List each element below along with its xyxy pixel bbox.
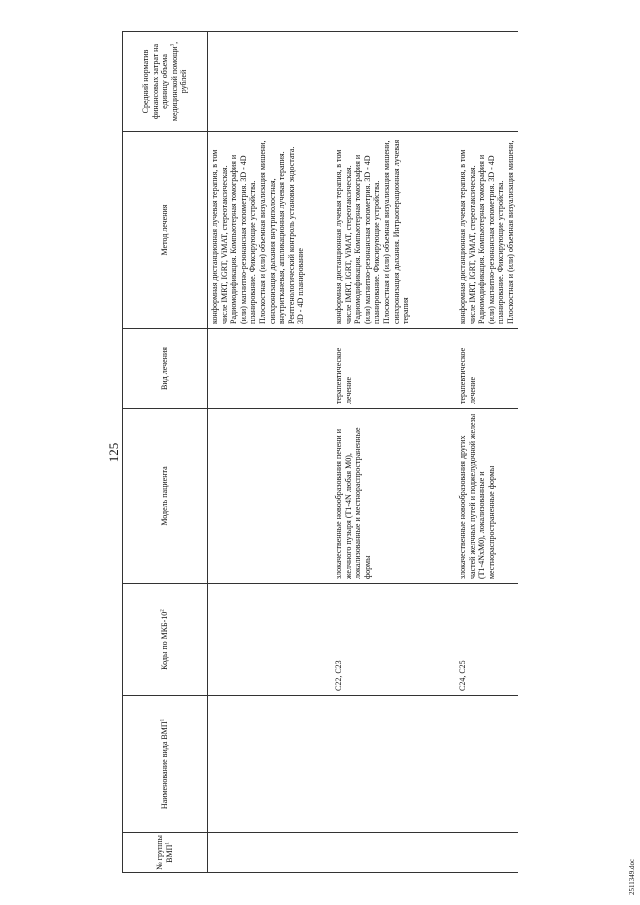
cell-vmp-name bbox=[332, 696, 456, 833]
cell-treatment-type: терапевтическое лечение bbox=[332, 329, 456, 409]
cell-avg-cost bbox=[456, 32, 518, 132]
cell-avg-cost bbox=[208, 32, 333, 132]
cell-icd-codes: C24, C25 bbox=[456, 584, 518, 696]
table-row bbox=[208, 32, 333, 873]
treatment-table bbox=[122, 31, 518, 873]
cell-treatment-method: конформная дистанционная лучевая терапия, в том числе IMRT, IGRT, ViMAT, стереотаксическая. Радиомодификация. Компьютерная томография и (или) магнитно-резонансная топометрия. 3D - 4D планирование. Фиксирующие устройства. Плоскостная и (или) объемная визуализация мишени, синхронизация дыхания. Интраоперационная лучевая терапия bbox=[332, 132, 456, 329]
cell-patient-model bbox=[208, 409, 333, 584]
header-icd-codes: Коды по МКБ-$10^2$ bbox=[123, 584, 208, 696]
table-row bbox=[332, 32, 456, 873]
header-treatment-type: Вид лечения bbox=[123, 329, 208, 409]
cell-patient-model: злокачественные новообразования печени и желчного пузыря (T1-4N любая M0), локализованные и местнораспространенные формы bbox=[332, 409, 456, 584]
header-treatment-method: Метод лечения bbox=[123, 132, 208, 329]
table-header-row bbox=[123, 32, 208, 873]
header-vmp-name: Наименование вида ВМП$^1$ bbox=[123, 696, 208, 833]
cell-treatment-type: терапевтическое лечение bbox=[456, 329, 518, 409]
cell-group-no bbox=[332, 833, 456, 873]
cell-treatment-method: конформная дистанционная лучевая терапия, в том числе IMRT, IGRT, ViMAT, стереотаксическая. Радиомодификация. Компьютерная томография и (или) магнитно-резонансная топометрия. 3D - 4D планирование. Фиксирующие устройства. Плоскостная и (или) объемная визуализация мишени, синхронизация дыхания внутриполостная, внутритканевая, аппликационная лучевая терапия. Рентгенологический контроль установки эндостата. 3D - 4D планирование bbox=[208, 132, 333, 329]
cell-group-no bbox=[456, 833, 518, 873]
cell-vmp-name bbox=[208, 696, 333, 833]
table-row bbox=[456, 32, 518, 873]
cell-patient-model: злокачественные новообразования других частей желчных путей и поджелудочной железы (T1-4NxM0), локализованные и местнораспространенные формы bbox=[456, 409, 518, 584]
header-avg-cost: Средний норматив финансовых затрат на единицу объема медицинской помощи$^3$, рублей bbox=[123, 32, 208, 132]
cell-icd-codes bbox=[208, 584, 333, 696]
cell-vmp-name bbox=[456, 696, 518, 833]
cell-group-no bbox=[208, 833, 333, 873]
footer-filename: 2511349.doc bbox=[628, 858, 636, 895]
cell-treatment-type bbox=[208, 329, 333, 409]
cell-avg-cost bbox=[332, 32, 456, 132]
cell-icd-codes: C22, C23 bbox=[332, 584, 456, 696]
cell-treatment-method: конформная дистанционная лучевая терапия, в том числе IMRT, IGRT, ViMAT, стереотаксическая. Радиомодификация. Компьютерная томография и (или) магнитно-резонансная топометрия. 3D - 4D планирование. Фиксирующие устройства. Плоскостная и (или) объемная визуализация мишени, bbox=[456, 132, 518, 329]
header-patient-model: Модель пациента bbox=[123, 409, 208, 584]
page-number: 125 bbox=[106, 442, 121, 463]
header-group-no: № группы ВМП$^1$ bbox=[123, 833, 208, 873]
